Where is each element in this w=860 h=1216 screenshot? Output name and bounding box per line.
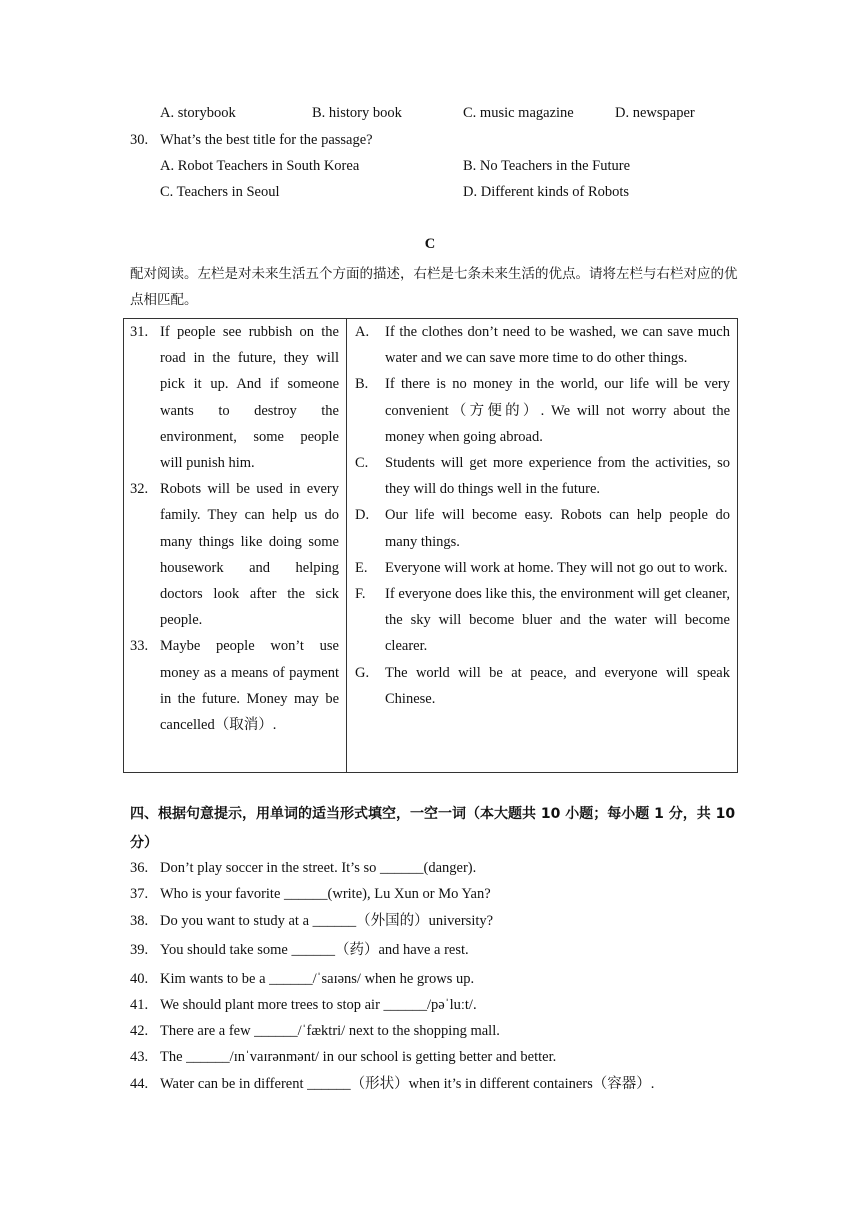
right-item-text: Students will get more experience from the activities, so they will do things well in the future. <box>385 455 730 498</box>
right-item <box>347 555 737 581</box>
right-item-text: Everyone will work at home. They will not go out to work. <box>385 559 728 576</box>
section-4-heading: 四、根据句意提示，用单词的适当形式填空，一空一词（本大题共 10 小题；每小题 1 分，共 10 分） <box>130 806 736 851</box>
right-item-text: The world will be at peace, and everyone will speak Chinese. <box>385 664 730 707</box>
right-item <box>347 502 737 554</box>
left-item-number: 32. <box>130 481 149 498</box>
fill-item-text: Who is your favorite ______(write), Lu Xun or Mo Yan? <box>160 886 491 902</box>
q30-option-a: A. Robot Teachers in South Korea <box>160 158 360 174</box>
right-column <box>347 319 738 773</box>
right-item <box>347 450 737 502</box>
q29-option-b: B. history book <box>312 105 402 121</box>
q29-option-a: A. storybook <box>160 105 236 121</box>
right-item-text: If the clothes don’t need to be washed, we can save much water and we can save more time to do other things. <box>385 324 730 367</box>
right-item <box>347 371 737 450</box>
fill-item-number: 37. <box>130 886 149 902</box>
fill-item-number: 41. <box>130 997 149 1013</box>
right-item-text: Our life will become easy. Robots can help people do many things. <box>385 507 730 550</box>
left-item-text: Robots will be used in every family. They can help us do many things like doing some housework and helping doctors look after the sick people. <box>160 481 339 629</box>
fill-item-text: We should plant more trees to stop air ______/pəˈluːt/. <box>160 997 477 1013</box>
q29-option-d: D. newspaper <box>615 105 695 121</box>
fill-item-text: You should take some ______（药）and have a rest. <box>160 942 469 958</box>
left-item-text: Maybe people won’t use money as a means of payment in the future. Money may be cancelled（取消）. <box>160 638 339 734</box>
left-item-text: If people see rubbish on the road in the future, they will pick it up. And if someone wants to destroy the environment, some people will punish him. <box>160 324 339 472</box>
q30-number: 30. <box>130 132 149 148</box>
q29-options <box>160 103 760 123</box>
left-item <box>124 476 346 633</box>
left-item-number: 31. <box>130 324 149 340</box>
right-item-letter: F. <box>355 586 366 603</box>
right-item-text: If there is no money in the world, our life will be very convenient（方便的）. We will not worry about the money when going abroad. <box>385 376 730 445</box>
fill-item-text: There are a few ______/ˈfæktri/ next to the shopping mall. <box>160 1023 500 1039</box>
fill-item-text: Do you want to study at a ______（外国的）university? <box>160 913 494 929</box>
section-c-title: C <box>424 236 436 252</box>
right-item-letter: E. <box>355 559 368 576</box>
right-item-text: If everyone does like this, the environment will get cleaner, the sky will become bluer and the water will become clearer. <box>385 586 730 655</box>
fill-item-number: 39. <box>130 942 149 958</box>
q30-option-d: D. Different kinds of Robots <box>463 184 630 200</box>
q29-option-c: C. music magazine <box>463 105 574 121</box>
left-item-number: 33. <box>130 638 149 655</box>
fill-item-number: 38. <box>130 913 149 929</box>
section-c-instructions: 配对阅读。左栏是对未来生活五个方面的描述，右栏是七条未来生活的优点。请将左栏与右栏对应的优点相匹配。 <box>130 266 738 308</box>
fill-item-text: The ______/ɪnˈvaɪrənmənt/ in our school is getting better and better. <box>160 1049 557 1065</box>
right-item-letter: D. <box>355 507 370 524</box>
right-item-letter: C. <box>355 455 369 472</box>
fill-item-text: Don’t play soccer in the street. It’s so ______(danger). <box>160 860 477 876</box>
q30-option-c: C. Teachers in Seoul <box>160 184 280 200</box>
fill-item-number: 42. <box>130 1023 149 1039</box>
fill-item-number: 44. <box>130 1076 149 1092</box>
left-item <box>124 319 346 476</box>
left-column <box>124 319 347 773</box>
fill-item-number: 40. <box>130 971 149 987</box>
right-item-letter: B. <box>355 376 369 393</box>
fill-item-text: Water can be in different ______（形状）when it’s in different containers（容器）. <box>160 1076 655 1092</box>
right-item-letter: A. <box>355 324 370 340</box>
fill-item-number: 36. <box>130 860 149 876</box>
right-item <box>347 581 737 660</box>
right-item <box>347 660 737 712</box>
q30-text: What’s the best title for the passage? <box>160 132 373 148</box>
right-item <box>347 319 737 371</box>
matching-table <box>123 318 738 773</box>
left-item <box>124 633 346 738</box>
right-item-letter: G. <box>355 664 370 681</box>
fill-item-number: 43. <box>130 1049 149 1065</box>
q30-option-b: B. No Teachers in the Future <box>463 158 631 174</box>
fill-item-text: Kim wants to be a ______/ˈsaɪəns/ when he grows up. <box>160 971 475 987</box>
